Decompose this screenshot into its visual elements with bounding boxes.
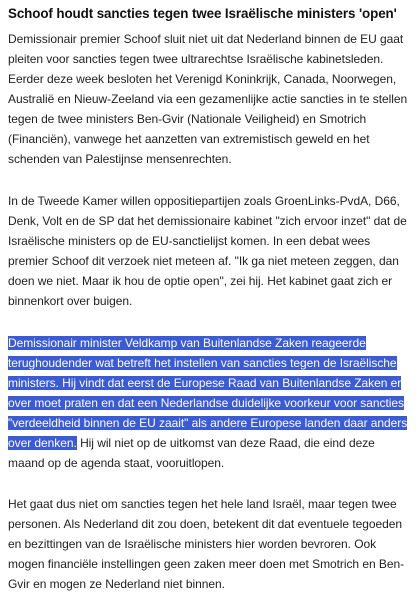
article-paragraph-4: Het gaat dus niet om sancties tegen het hele land Israël, maar tegen twee personen. Als Nederland dit zou doen, betekent dit dat eventuele tegoeden en bezittingen van de Israëlische ministers hier worden bevroren. Ook mogen financiële instellingen geen zaken meer doen met Smotrich en Ben-Gvir en mogen ze Nederland niet binnen. (8, 497, 405, 591)
article-paragraph-2: In de Tweede Kamer willen oppositiepartijen zoals GroenLinks-PvdA, D66, Denk, Volt en de SP dat het demissionaire kabinet "zich ervoor inzet" dat de Israëlische ministers op de EU-sanctielijst komen. In een debat wees premier Schoof dit verzoek niet meteen af. "Ik ga niet meteen zeggen, dan doen we niet. Maar ik hou de optie open", zei hij. Het kabinet gaat zich er binnenkort over buigen. (8, 194, 407, 308)
article-paragraph-1: Demissionair premier Schoof sluit niet uit dat Nederland binnen de EU gaat pleiten voor sancties tegen twee ultrarechtse Israëlische kabinetsleden. Eerder deze week besloten het Verenigd Koninkrijk, Canada, Noorwegen, Australië en Nieuw-Zeeland via een gezamenlijke actie sancties in te stellen tegen de twee ministers Ben-Gvir (Nationale Veiligheid) en Smotrich (Financiën), vanwege het aanzetten van extremistisch geweld en het schenden van Palestijnse mensenrechten. (8, 32, 408, 166)
paragraph-3-remainder: Hij wil niet op de uitkomst van deze Raad, die eind deze maand op de agenda staat, vooruitlopen. (8, 436, 375, 470)
selected-text[interactable]: Demissionair minister Veldkamp van Buitenlandse Zaken reageerde terughoudender wat betreft het instellen van sancties tegen de Israëlische ministers. Hij vindt dat eerst de Europese Raad van Buitenlandse Zaken er over moet praten en dat een Nederlandse duidelijke voorkeur voor sancties "verdeeldheid binnen de EU zaait" als andere Europese landen daar anders over denken. (8, 336, 408, 450)
article-headline: Schoof houdt sancties tegen twee Israëlische ministers 'open' (8, 6, 397, 21)
article-paragraph-3 (8, 333, 408, 473)
